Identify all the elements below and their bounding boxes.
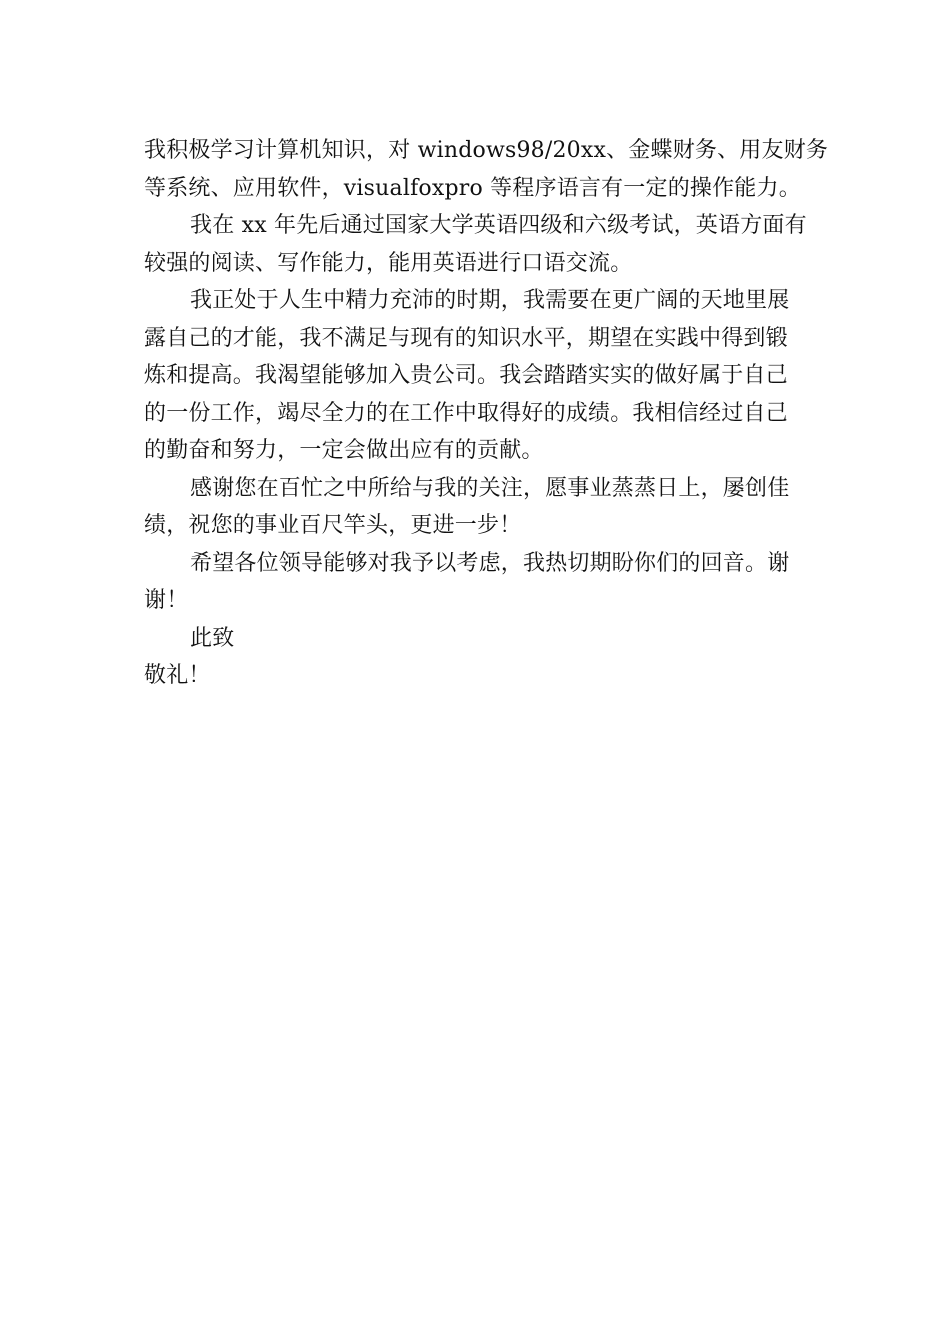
text-line-6: 露自己的才能，我不满足与现有的知识水平，期望在实践中得到锻	[144, 325, 788, 351]
text-line-11: 绩，祝您的事业百尺竿头，更进一步！	[144, 513, 522, 538]
closing-regards: 敬礼！	[144, 663, 211, 688]
text-line-13: 谢！	[144, 588, 189, 613]
letter-body	[144, 132, 829, 695]
text-line-1: 我积极学习计算机知识，对 windows98/20xx、金蝶财务、用友财务	[144, 138, 829, 163]
text-line-3: 我在 xx 年先后通过国家大学英语四级和六级考试，英语方面有	[190, 213, 807, 238]
text-line-8: 的一份工作，竭尽全力的在工作中取得好的成绩。我相信经过自己	[144, 400, 788, 426]
closing-salutation: 此致	[190, 625, 235, 651]
text-line-4: 较强的阅读、写作能力，能用英语进行口语交流。	[144, 250, 633, 276]
text-line-5: 我正处于人生中精力充沛的时期，我需要在更广阔的天地里展	[190, 288, 790, 313]
text-line-7: 炼和提高。我渴望能够加入贵公司。我会踏踏实实的做好属于自己	[144, 363, 788, 388]
text-line-2: 等系统、应用软件，visualfoxpro 等程序语言有一定的操作能力。	[144, 175, 801, 201]
text-line-10: 感谢您在百忙之中所给与我的关注，愿事业蒸蒸日上，屡创佳	[190, 475, 790, 501]
text-line-9: 的勤奋和努力，一定会做出应有的贡献。	[144, 438, 544, 463]
text-line-12: 希望各位领导能够对我予以考虑，我热切期盼你们的回音。谢	[190, 550, 790, 576]
